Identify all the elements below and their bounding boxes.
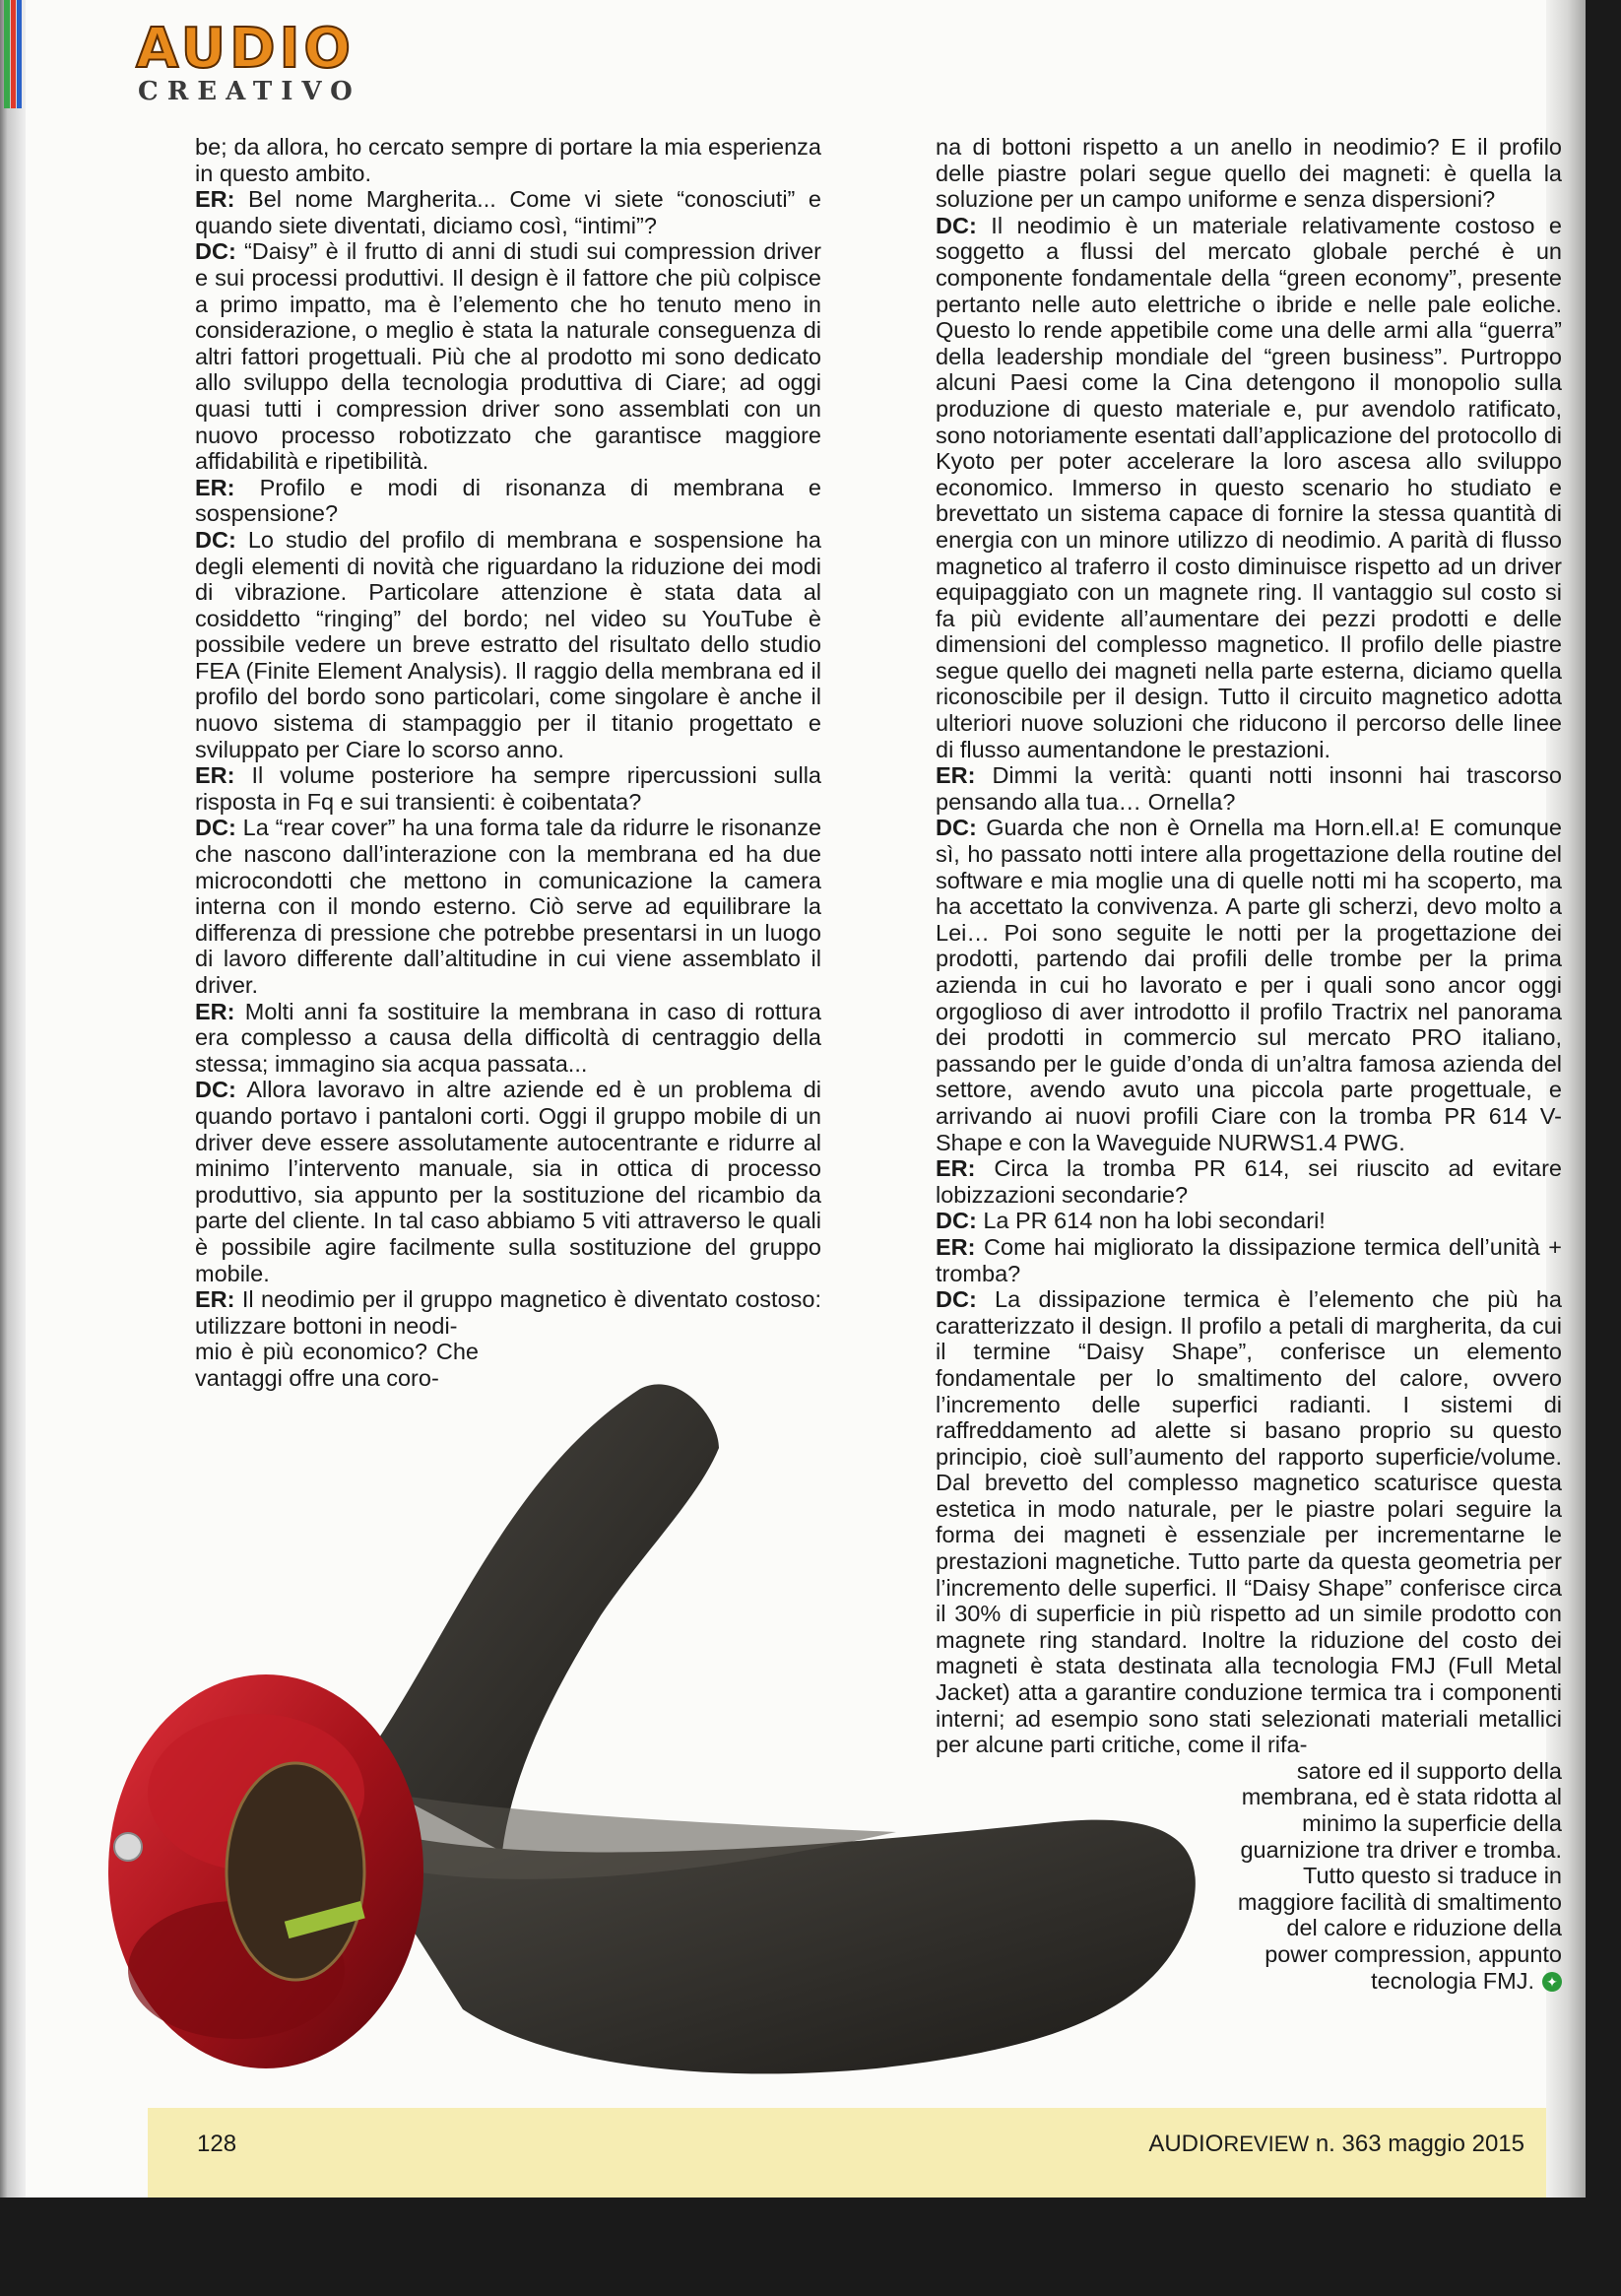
color-tab-green (4, 0, 10, 108)
color-tab-blue (17, 0, 22, 108)
paragraph: na di bottoni rispetto a un anello in neodimio? E il profilo delle piastre polari segue quello dei magneti: è quella la soluzione per un campo uniforme e senza dispersioni? (936, 134, 1562, 213)
paragraph: DC: Il neodimio è un materiale relativamente costoso e soggetto a flussi del mercato globale perché è un componente fondamentale della “green economy”, presente pertanto nelle auto elettriche o ibride e nelle pale eoliche. Questo lo rende appetibile come una delle armi alla “guerra” della leadership mondiale del “green business”. Purtroppo alcuni Paesi come la Cina detengono il monopolio sulla produzione di questo materiale e, pur avendolo ratificato, sono notoriamente esentati dall’applicazione del protocollo di Kyoto per poter accelerare la loro ascesa allo sviluppo economico. Immerso in questo scenario ho studiato e brevettato un sistema capace di fornire la stessa quantità di energia con un minore utilizzo di neodimio. A parità di flusso magnetico al traferro il costo diminuisce rispetto ad un driver equipaggiato con un magnete ring. Il vantaggio sul costo si fa più evidente all’aumentare dei pezzi prodotti e delle dimensioni del complesso magnetico. Il profilo delle piastre segue quello dei magneti nella parte esterna, diciamo quella riconoscibile per il design. Tutto il circuito magnetico adotta ulteriori nuove soluzioni che riducono il percorso delle linee di flusso aumentandone le prestazioni. (936, 212, 1562, 762)
paragraph: be; da allora, ho cercato sempre di portare la mia esperienza in questo ambito. (195, 134, 821, 186)
binding-edge (0, 0, 26, 2198)
paragraph: ER: Il neodimio per il gruppo magnetico è diventato costoso: utilizzare bottoni in neodi- (195, 1286, 821, 1339)
text-column-right (936, 134, 1562, 1994)
paragraph: DC: La dissipazione termica è l’elemento che più ha caratterizzato il design. Il profilo a petali di margherita, da cui il termine “Daisy Shape”, conferisce un elemento fondamentale per lo smaltimento del calore, ovvero l’incremento delle superfici radianti. I sistemi di raffreddamento ad alette si basano proprio su questo principio, cioè sull’aumento del rapporto superficie/volume. Dal brevetto del complesso magnetico scaturisce questa estetica in modo naturale, per le piastre polari seguire la forma dei magneti è essenziale per incrementarne le prestazioni magnetiche. Tutto parte da questa geometria per l’incremento delle superfici. Il “Daisy Shape” conferisce circa il 30% di superficie in più rispetto ad un simile prodotto con magnete ring standard. Inoltre la riduzione del costo dei magneti è stata destinata alla tecnologia FMJ (Full Metal Jacket) atta a garantire conduzione termica tra i componenti interni; ad esempio sono stati selezionati materiali metallici per alcune parti critiche, come il rifa- (936, 1286, 1562, 1758)
paragraph: DC: Allora lavoravo in altre aziende ed è un problema di quando portavo i pantaloni corti. Oggi il gruppo mobile di un driver deve essere assolutamente autocentrante e ridurre al minimo l’intervento manuale, sia in ottica di processo produttivo, sia appunto per la sostituzione del ricambio da parte del cliente. In tal caso abbiamo 5 viti attraverso le quali è possibile agire facilmente sulla sostituzione del gruppo mobile. (195, 1077, 821, 1286)
paragraph: ER: Circa la tromba PR 614, sei riuscito ad evitare lobizzazioni secondarie? (936, 1155, 1562, 1208)
paragraph: ER: Il volume posteriore ha sempre ripercussioni sulla risposta in Fq e sui transienti: è coibentata? (195, 762, 821, 815)
driver-dome (227, 1763, 364, 1980)
paragraph: ER: Come hai migliorato la dissipazione termica dell’unità + tromba? (936, 1233, 1562, 1286)
logo-creativo: CREATIVO (138, 77, 361, 106)
page-number: 128 (197, 2131, 237, 2157)
paragraph-wrap-tail: satore ed il supporto della membrana, ed è stata ridotta al minimo la superficie della guarnizione tra driver e tromba. Tutto questo si traduce in maggiore facilità di smaltimento del calore e riduzione della power compression, appunto tecnologia FMJ. ✦ (1237, 1757, 1562, 1994)
section-logo (136, 17, 361, 106)
paragraph: ER: Profilo e modi di risonanza di membrana e sospensione? (195, 474, 821, 527)
driver-vent (114, 1833, 142, 1861)
logo-audio: AUDIO (136, 17, 356, 81)
paragraph-wrap-narrow: mio è più economico? Che vantaggi offre una coro- (195, 1339, 479, 1391)
paragraph: ER: Bel nome Margherita... Come vi siete “conosciuti” e quando siete diventati, diciamo così, “intimi”? (195, 186, 821, 238)
paragraph: ER: Dimmi la verità: quanti notti insonni hai trascorso pensando alla tua… Ornella? (936, 762, 1562, 815)
horn-upper-flare (355, 1384, 719, 1852)
color-tab-red (11, 0, 16, 108)
paragraph: DC: “Daisy” è il frutto di anni di studi sui compression driver e sui processi produttivi. Il design è il fattore che più colpisce a primo impatto, ma è l’elemento che ho tenuto meno in considerazione, o meglio è stata la naturale conseguenza di altri fattori progettuali. Più che al prodotto mi sono dedicato allo sviluppo della tecnologia produttiva di Ciare; ad oggi quasi tutti i compression driver sono assemblati con un nuovo processo robotizzato che garantisce maggiore affidabilità e ripetibilità. (195, 238, 821, 475)
paragraph: DC: La “rear cover” ha una forma tale da ridurre le risonanze che nascono dall’interazione con la membrana ed ha due microcondotti che mettono in comunicazione la camera interna con il mondo esterno. Ciò serve ad equilibrare la differenza di pressione che potrebbe presentarsi in un luogo di lavoro differente dall’altitudine in cui viene assemblato il driver. (195, 815, 822, 998)
text-column-left (195, 134, 821, 1392)
paragraph: DC: Lo studio del profilo di membrana e sospensione ha degli elementi di novità che riguardano la riduzione dei modi di vibrazione. Particolare attenzione è stata data al cosiddetto “ringing” del bordo; nel video su YouTube è possibile vedere un breve estratto del risultato dello studio FEA (Finite Element Analysis). Il raggio della membrana ed il profilo del bordo sono particolari, come singolare è anche il nuovo sistema di stampaggio per il titanio progettato e sviluppato per Ciare lo scorso anno. (195, 526, 821, 762)
paragraph: ER: Molti anni fa sostituire la membrana in caso di rottura era complesso a causa della difficoltà di centraggio della stessa; immagino sia acqua passata... (195, 998, 821, 1077)
paragraph: DC: La PR 614 non ha lobi secondari! (936, 1208, 1326, 1234)
end-of-article-icon: ✦ (1542, 1972, 1562, 1992)
paragraph: DC: Guarda che non è Ornella ma Horn.ell.a! E comunque sì, ho passato notti intere alla progettazione della routine del software e mia moglie una di quelle notti mi ha scoperto, ma ha accettato la convivenza. A parte gli scherzi, devo molto a Lei… Poi sono seguite le notti per la progettazione dei prodotti, partendo dai profili delle trombe per la prima azienda in cui ho lavorato e per i quali sono ancor oggi orgoglioso di aver introdotto il profilo Tractrix nel panorama dei prodotti in commercio sul mercato PRO italiano, passando per le guide d’onda di un’altra famosa azienda del settore, avendo avuto una piccola parte progettuale, e arrivando ai nuovi profili Ciare con la tromba PR 614 V-Shape e con la Waveguide NURWS1.4 PWG. (936, 815, 1562, 1155)
magazine-issue-credit: AUDIOREVIEW n. 363 maggio 2015 (1148, 2131, 1524, 2157)
